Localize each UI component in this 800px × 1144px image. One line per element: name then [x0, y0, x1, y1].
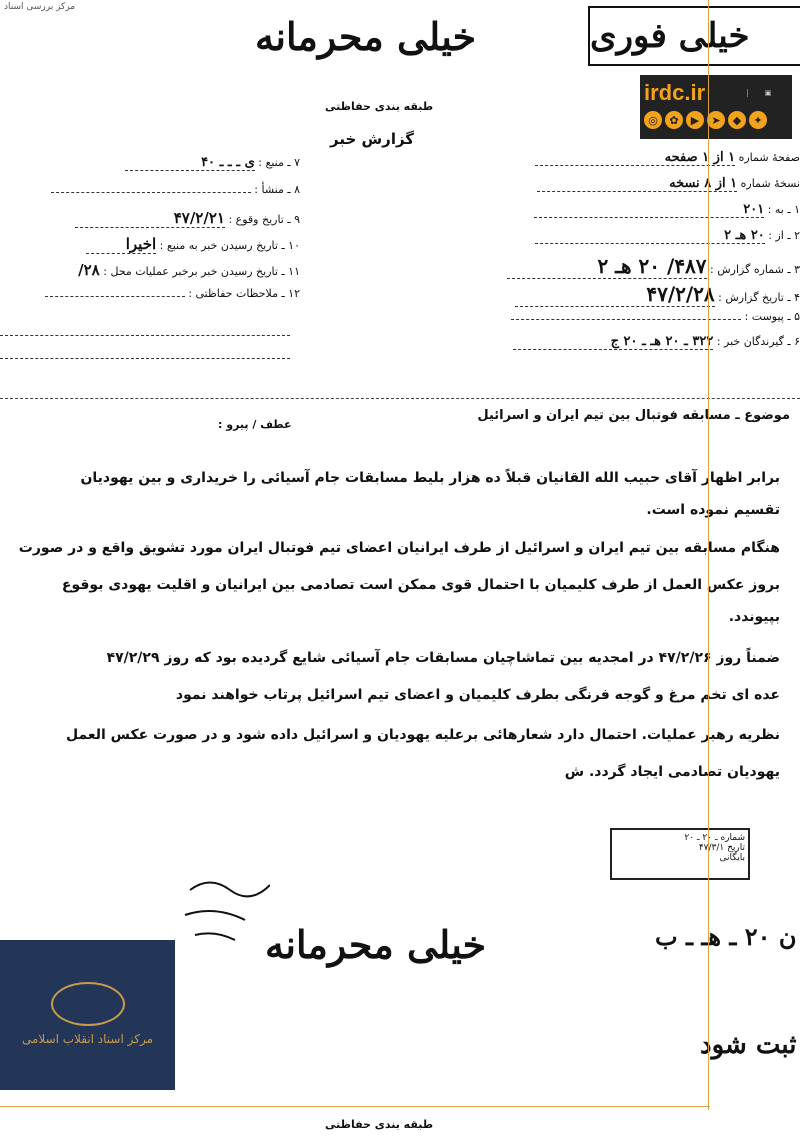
- field-report-date: ۴ ـ تاریخ گزارش : ۴۷/۲/۲۸: [440, 282, 800, 310]
- field-operations-received-date: ۱۱ ـ تاریخ رسیدن خبر برخبر عملیات محل : ۲۸/: [78, 261, 300, 279]
- field-event-date: ۹ ـ تاریخ وقوع : ۴۷/۲/۲۱: [0, 209, 300, 235]
- body-line: بپیوندد.: [728, 609, 780, 625]
- field-security-notes: ۱۲ ـ ملاحظات حفاظتی :: [0, 287, 300, 313]
- field-report-number: ۳ ـ شماره گزارش : ۴۸۷/ ۲۰ هـ ۲: [440, 254, 800, 282]
- subject-line: [477, 408, 790, 423]
- field-attachment: ۵ ـ پیوست :: [440, 310, 800, 334]
- youtube-icon[interactable]: ▶: [686, 111, 704, 129]
- badge-emblem-icon: [51, 982, 125, 1026]
- body-line: هنگام مسابقه بین تیم ایران و اسرائیل از طرف ایرانیان اعضای تیم فوتبال ایران مورد تشویق واقع و در صورت: [18, 540, 780, 556]
- logo-site-text: irdc.ir: [644, 80, 706, 105]
- body-line: بروز عکس العمل از طرف کلیمیان با احتمال قوی ممکن است تصادمی بین ایرانیان و اقلیت یهودی بوقوع: [61, 577, 780, 593]
- logo-emblem: ▣: [747, 89, 788, 97]
- handwritten-scribble: [180, 870, 270, 950]
- frame-border: [0, 1106, 710, 1107]
- left-fields: [0, 155, 300, 359]
- right-fields: [440, 150, 800, 358]
- report-type: گزارش خبر: [330, 130, 415, 148]
- body-line: ضمناً روز ۴۷/۲/۲۶ در امجدیه بین تماشاچیان مسابقات جام آسیائی شایع گردیده بود که روز ۴۷/۲/۲۹: [106, 650, 780, 666]
- irdc-logo[interactable]: [640, 75, 792, 139]
- field-origin: ۸ ـ منشأ :: [0, 183, 300, 209]
- blank-line: [0, 336, 290, 359]
- signature: ثبت شود: [700, 1030, 797, 1060]
- field-recipients: ۶ ـ گیرندگان خبر : ۳۲۲ ـ ۲۰ هـ ـ ۲۰ ج: [440, 334, 800, 358]
- subject-text: مسابقه فوتبال بین تیم ایران و اسرائیل: [477, 408, 731, 423]
- telegram-icon[interactable]: ➤: [707, 111, 725, 129]
- reference-label: عطف / پیرو :: [218, 418, 292, 431]
- body-line: برابر اظهار آقای حبیب الله القانیان قبلاً ده هزار بلیط مسابقات جام آسیائی را خریداری و بین یهودیان: [80, 470, 780, 486]
- body-line: عده ای تخم مرغ و گوجه فرنگی بطرف کلیمیان و اعضای تیم اسرائیل پرتاب خواهند نمود: [175, 687, 780, 703]
- field-source: ۷ ـ منبع : ی ـ ـ ـ ۴۰: [0, 155, 300, 183]
- twitter-icon[interactable]: ✦: [749, 111, 767, 129]
- badge-text: مرکز اسناد انقلاب اسلامی: [21, 1032, 153, 1047]
- classification-label-bottom: طبقه بندی حفاظتی: [325, 1118, 434, 1131]
- receipt-stamp: شماره ـ ۲۰ ـ ۲۰ تاریخ ۴۷/۳/۱ بایگانی: [610, 828, 750, 880]
- field-page-number: صفحهٔ شماره ۱ از ۱ صفحه: [440, 150, 800, 176]
- body-line: یهودیان تصادمی ایجاد گردد. ش: [564, 764, 780, 780]
- section-divider: [0, 398, 800, 399]
- subject-label: موضوع ـ: [735, 408, 790, 423]
- classification-label: طبقه بندی حفاظتی: [325, 100, 434, 113]
- aparat-icon[interactable]: ✿: [665, 111, 683, 129]
- body-line: تقسیم نموده است.: [646, 502, 780, 518]
- blank-line: [0, 313, 290, 336]
- urgency-stamp: خیلی فوری: [588, 6, 800, 66]
- frame-border: [708, 0, 709, 1110]
- institution-badge: [0, 940, 175, 1090]
- handwritten-note: ن ۲۰ ـ هـ ـ ب: [655, 922, 797, 951]
- field-source-received-date: ۱۰ ـ تاریخ رسیدن خبر به منبع : اخیرا: [0, 235, 300, 261]
- instagram-icon[interactable]: ◎: [644, 111, 662, 129]
- field-copy-number: نسخهٔ شماره ۱ از ۸ نسخه: [440, 176, 800, 202]
- watermark-text: مرکز بررسی اسناد: [4, 2, 76, 12]
- field-from: ۲ ـ از : ۲۰ هـ ۲: [440, 228, 800, 254]
- classification-headline: خیلی محرمانه: [255, 14, 477, 59]
- soroush-icon[interactable]: ◆: [728, 111, 746, 129]
- body-line: نظریه رهبر عملیات. احتمال دارد شعارهائی برعلیه یهودیان و اسرائیل داده شود و در صورت عکس العمل: [65, 727, 780, 743]
- classification-headline-bottom: خیلی محرمانه: [265, 922, 487, 967]
- field-to: ۱ ـ به : ۲۰۱: [440, 202, 800, 228]
